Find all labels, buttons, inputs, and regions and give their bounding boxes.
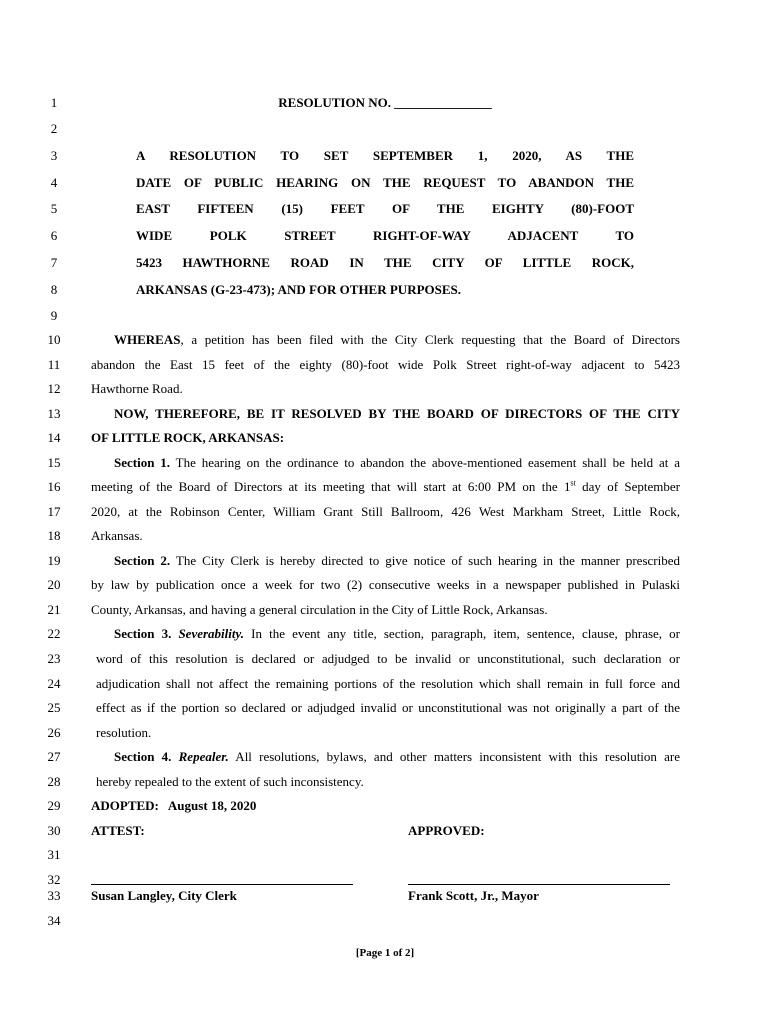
line-number: 31	[47, 847, 61, 862]
line-number: 8	[50, 282, 58, 297]
section-1-line	[91, 479, 680, 495]
caption-line: A RESOLUTION TO SET SEPTEMBER 1, 2020, AS THE	[136, 148, 634, 163]
line-number: 19	[47, 553, 61, 568]
caption-line: ARKANSAS (G-23-473); AND FOR OTHER PURPOSES.	[136, 282, 462, 297]
section-1-text: The hearing on the ordinance to abandon the above-mentioned easement shall be held at a	[170, 455, 680, 470]
whereas-line	[114, 332, 680, 348]
section-1-line	[114, 455, 680, 471]
section-2-line: by law by publication once a week for two (2) consecutive weeks in a newspaper published in Pulaski	[91, 577, 680, 592]
line-number: 26	[47, 725, 61, 740]
section-4-heading: Repealer.	[178, 749, 229, 764]
section-4-line	[114, 749, 680, 765]
approved-label: APPROVED:	[408, 823, 485, 838]
line-number: 9	[50, 308, 58, 323]
line-number: 2	[50, 121, 58, 136]
line-number: 18	[47, 528, 61, 543]
section-3-label: Section 3.	[114, 626, 172, 641]
section-2-label: Section 2.	[114, 553, 171, 568]
section-4-text: All resolutions, bylaws, and other matters inconsistent with this resolution are	[228, 749, 680, 764]
line-number: 21	[47, 602, 61, 617]
caption-line: DATE OF PUBLIC HEARING ON THE REQUEST TO ABANDON THE	[136, 175, 634, 190]
now-therefore-line: NOW, THEREFORE, BE IT RESOLVED BY THE BOARD OF DIRECTORS OF THE CITY	[114, 406, 680, 421]
section-3-text: In the event any title, section, paragraph, item, sentence, clause, phrase, or	[244, 626, 680, 641]
section-3-line: adjudication shall not affect the remaining portions of the resolution which shall remain in full force and	[96, 676, 680, 691]
whereas-line: abandon the East 15 feet of the eighty (80)-foot wide Polk Street right-of-way adjacent to 5423	[91, 357, 680, 372]
line-number: 23	[47, 651, 61, 666]
whereas-text: , a petition has been filed with the City Clerk requesting that the Board of Directors	[180, 332, 680, 347]
line-number: 6	[50, 228, 58, 243]
section-2-line	[114, 553, 680, 569]
line-number: 17	[47, 504, 61, 519]
line-number: 33	[47, 888, 61, 903]
caption-line: 5423 HAWTHORNE ROAD IN THE CITY OF LITTLE ROCK,	[136, 255, 634, 270]
now-therefore-line: OF LITTLE ROCK, ARKANSAS:	[91, 430, 285, 445]
line-number: 22	[47, 626, 61, 641]
section-1-text: day of September	[575, 479, 680, 494]
line-number: 30	[47, 823, 61, 838]
line-number: 4	[50, 175, 58, 190]
section-3-heading: Severability.	[178, 626, 245, 641]
section-2-text: The City Clerk is hereby directed to give notice of such hearing in the manner prescribed	[170, 553, 680, 568]
caption-line: WIDE POLK STREET RIGHT-OF-WAY ADJACENT TO	[136, 228, 634, 243]
line-number: 27	[47, 749, 61, 764]
line-number: 3	[50, 148, 58, 163]
line-number: 10	[47, 332, 61, 347]
section-3-line	[114, 626, 680, 642]
adopted-date: ADOPTED: August 18, 2020	[91, 798, 257, 813]
line-number: 20	[47, 577, 61, 592]
section-3-line: word of this resolution is declared or adjudged to be invalid or unconstitutional, such declaration or	[96, 651, 680, 666]
line-number: 25	[47, 700, 61, 715]
line-number: 7	[50, 255, 58, 270]
whereas-lead: WHEREAS	[114, 332, 181, 347]
line-number: 5	[50, 201, 58, 216]
caption-line: EAST FIFTEEN (15) FEET OF THE EIGHTY (80)-FOOT	[136, 201, 634, 216]
mayor-name: Frank Scott, Jr., Mayor	[408, 888, 539, 903]
line-number: 12	[47, 381, 61, 396]
line-number: 13	[47, 406, 61, 421]
line-number: 16	[47, 479, 61, 494]
section-1-label: Section 1.	[114, 455, 171, 470]
attest-label: ATTEST:	[91, 823, 145, 838]
line-number: 1	[50, 95, 58, 110]
line-number: 28	[47, 774, 61, 789]
section-3-line: effect as if the portion so declared or adjudged invalid or unconstitutional was not originally a part of the	[96, 700, 680, 715]
line-number: 32	[47, 872, 61, 887]
line-number: 34	[47, 913, 61, 928]
clerk-signature-line	[91, 884, 353, 885]
line-number: 15	[47, 455, 61, 470]
ordinal-suffix: st	[570, 478, 576, 488]
section-1-line: 2020, at the Robinson Center, William Grant Still Ballroom, 426 West Markham Street, Little Rock,	[91, 504, 680, 519]
section-4-label: Section 4.	[114, 749, 172, 764]
section-2-line: County, Arkansas, and having a general circulation in the City of Little Rock, Arkansas.	[91, 602, 548, 617]
resolution-title: RESOLUTION NO. _______________	[278, 95, 492, 110]
line-number: 29	[47, 798, 61, 813]
section-1-line: Arkansas.	[91, 528, 143, 543]
page-footer: [Page 1 of 2]	[355, 947, 415, 959]
clerk-name: Susan Langley, City Clerk	[91, 888, 237, 903]
section-1-text: meeting of the Board of Directors at its meeting that will start at 6:00 PM on the 1	[91, 479, 571, 494]
whereas-line: Hawthorne Road.	[91, 381, 183, 396]
section-4-line: hereby repealed to the extent of such inconsistency.	[96, 774, 364, 789]
line-number: 14	[47, 430, 61, 445]
mayor-signature-line	[408, 884, 670, 885]
line-number: 11	[47, 357, 61, 372]
line-number: 24	[47, 676, 61, 691]
section-3-line: resolution.	[96, 725, 152, 740]
